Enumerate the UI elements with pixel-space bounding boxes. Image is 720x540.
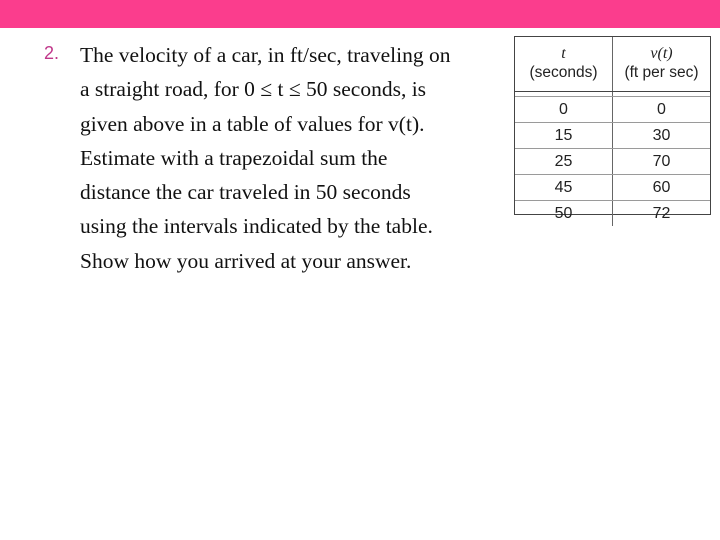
time-cell: 15 [515, 123, 613, 149]
table-row [515, 201, 710, 227]
problem-number: 2. [44, 43, 60, 63]
problem-line-5: distance the car traveled in 50 seconds [80, 180, 411, 205]
problem-text [80, 38, 520, 278]
velocity-cell: 60 [613, 175, 711, 201]
problem-line-4: Estimate with a trapezoidal sum the [80, 145, 388, 170]
time-cell: 25 [515, 149, 613, 175]
velocity-header-unit: (ft per sec) [624, 64, 699, 81]
velocity-cell: 0 [613, 97, 711, 123]
velocity-table [514, 36, 711, 222]
problem-line-7: Show how you arrived at your answer. [80, 248, 412, 273]
time-header-unit: (seconds) [529, 64, 598, 81]
time-cell: 50 [515, 201, 613, 227]
table-row [515, 175, 710, 201]
velocity-cell: 70 [613, 149, 711, 175]
velocity-cell: 72 [652, 204, 671, 222]
table-header-row [515, 37, 710, 92]
velocity-header-variable: v(t) [650, 45, 673, 62]
table-row [515, 97, 710, 123]
top-accent-bar [0, 0, 720, 28]
problem-line-6: using the intervals indicated by the table. [80, 214, 433, 239]
time-cell: 45 [515, 175, 613, 201]
table-row [515, 149, 710, 175]
table-row [515, 123, 710, 149]
problem-line-3: given above in a table of values for v(t). [80, 111, 425, 136]
velocity-cell: 30 [613, 123, 711, 149]
problem-line-2: a straight road, for 0 ≤ t ≤ 50 seconds, is [80, 77, 427, 102]
problem-line-1: The velocity of a car, in ft/sec, traveling on [80, 43, 451, 67]
time-cell: 0 [515, 97, 613, 123]
time-column-header [515, 37, 613, 92]
velocity-column-header [613, 37, 711, 92]
time-header-variable: t [561, 45, 566, 62]
velocity-data-table [515, 37, 710, 226]
